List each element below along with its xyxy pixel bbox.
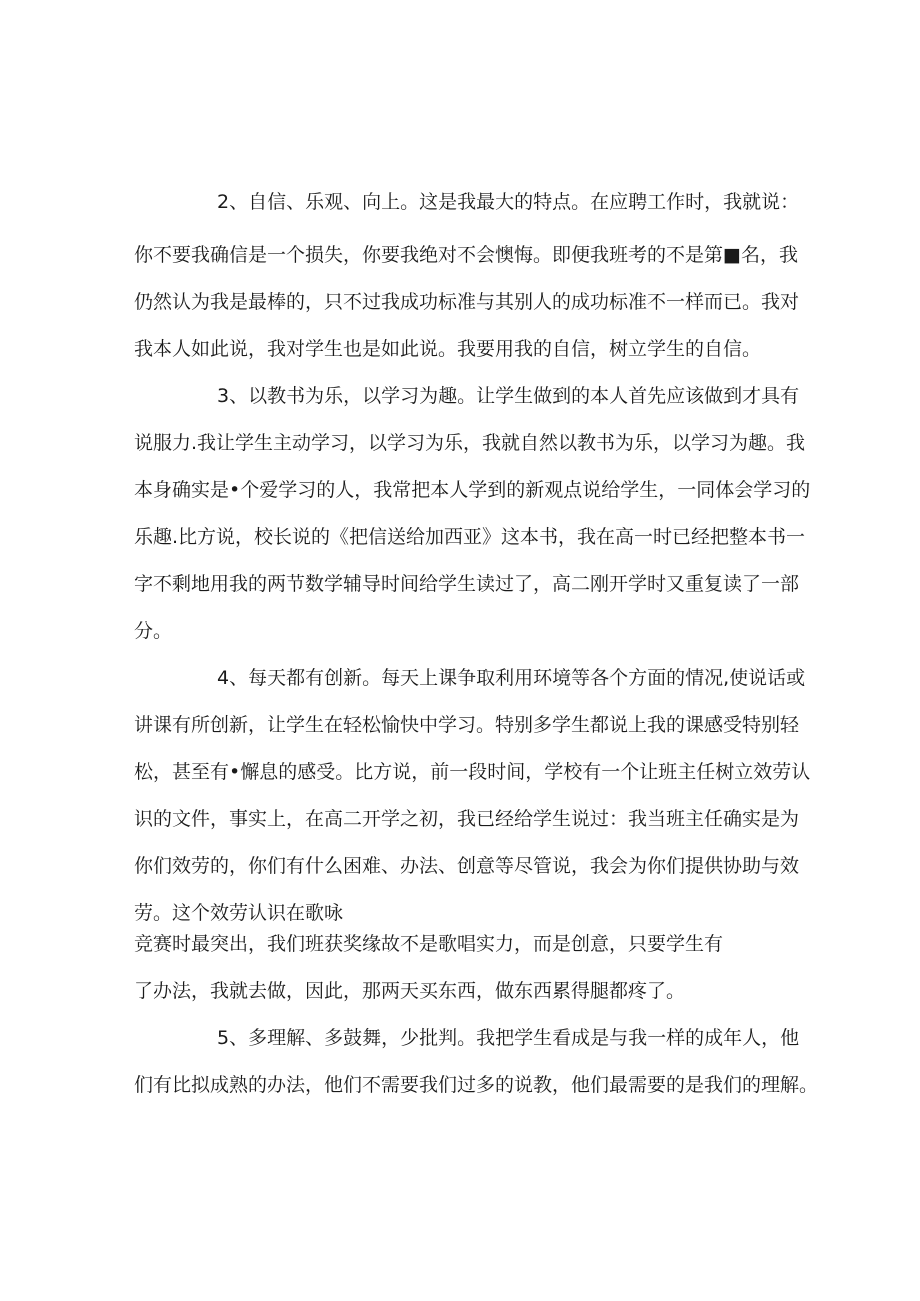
text-line: 你们效劳的，你们有什么困难、办法、创意等尽管说，我会为你们提供协助与效	[134, 855, 800, 877]
text-line: 分。	[134, 620, 173, 642]
text-line: 说服力.我让学生主动学习，以学习为乐，我就自然以教书为乐，以学习为趣。我	[134, 432, 806, 454]
text-line: 讲课有所创新，让学生在轻松愉快中学习。特别多学生都说上我的课感受特别轻	[134, 714, 800, 736]
text-line: 我本人如此说，我对学生也是如此说。我要用我的自信，树立学生的自信。	[134, 338, 762, 360]
text-line: 识的文件，事实上，在高二开学之初，我已经给学生说过：我当班主任确实是为	[134, 808, 800, 830]
text-line: 字不剩地用我的两节数学辅导时间给学生读过了，高二刚开学时又重复读了一部	[134, 573, 800, 595]
text-line: 本身确实是•个爱学习的人，我常把本人学到的新观点说给学生，一同体会学习的	[134, 479, 811, 501]
text-line: 2、自信、乐观、向上。这是我最大的特点。在应聘工作时，我就说：	[217, 191, 800, 213]
text-line: 你不要我确信是一个损失，你要我绝对不会懊悔。即便我班考的不是第■名，我	[134, 244, 798, 266]
text-line: 仍然认为我是最棒的，只不过我成功标准与其别人的成功标准不一样而已。我对	[134, 291, 800, 313]
text-line: 5、多理解、多鼓舞，少批判。我把学生看成是与我一样的成年人，他	[217, 1027, 800, 1049]
text-line: 竞赛时最突出，我们班获奖缘故不是歌唱实力，而是创意，只要学生有	[134, 933, 724, 955]
text-line: 劳。这个效劳认识在歌咏	[134, 902, 344, 924]
text-line: 4、每天都有创新。每天上课争取利用环境等各个方面的情况,使说话或	[217, 667, 806, 689]
text-line: 3、以教书为乐，以学习为趣。让学生做到的本人首先应该做到才具有	[217, 385, 800, 407]
text-line: 们有比拟成熟的办法，他们不需要我们过多的说教，他们最需要的是我们的理解。	[134, 1074, 819, 1096]
text-line: 乐趣.比方说，校长说的《把信送给加西亚》这本书，我在高一时已经把整本书一	[134, 526, 806, 548]
text-line: 了办法，我就去做，因此，那两天买东西，做东西累得腿都疼了。	[134, 980, 686, 1002]
text-line: 松，甚至有•懈息的感受。比方说，前一段时间，学校有一个让班主任树立效劳认	[134, 761, 811, 783]
